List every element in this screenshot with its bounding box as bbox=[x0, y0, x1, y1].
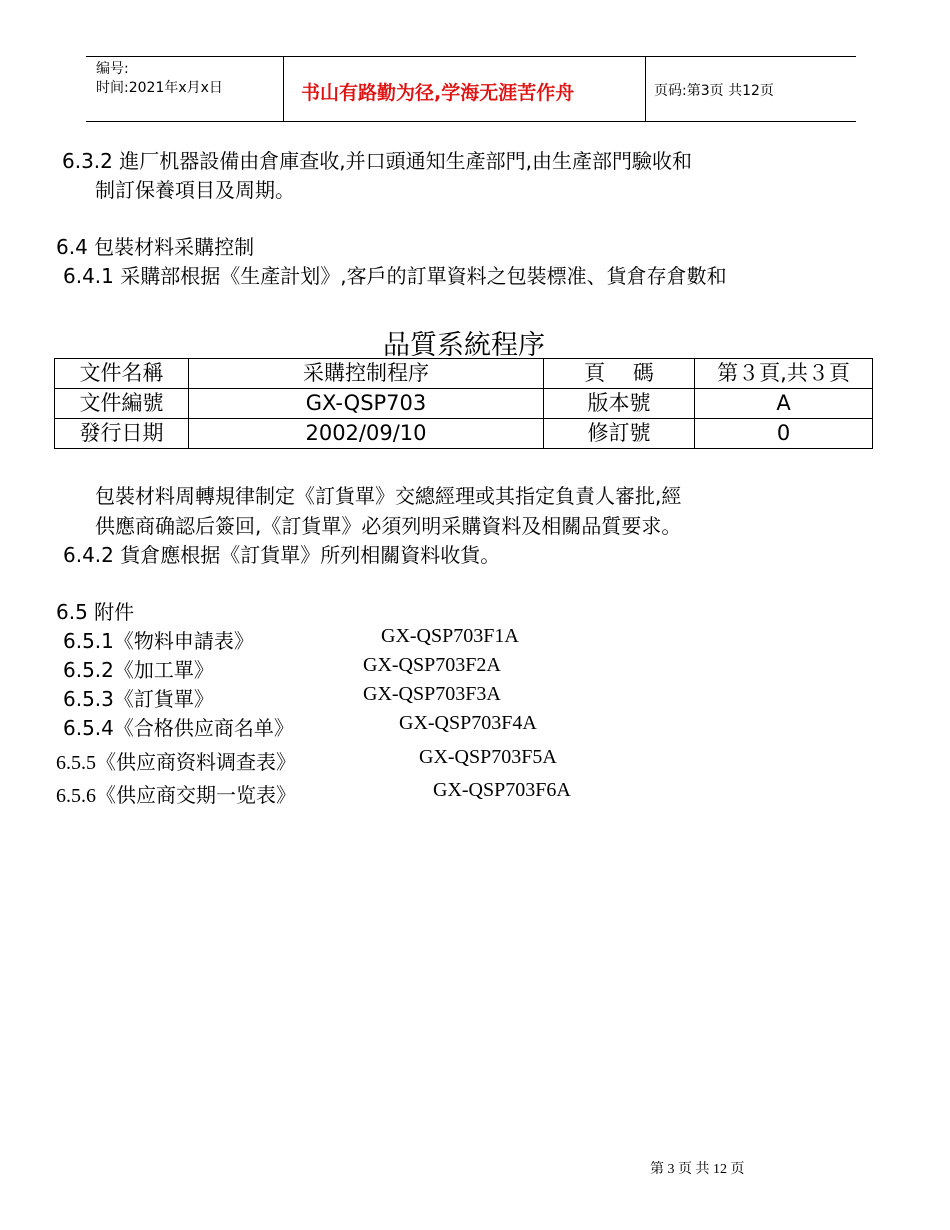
paragraph-6-3-2: 6.3.2 進厂机器設備由倉庫查收,并口頭通知生產部門,由生產部門驗收和 bbox=[62, 149, 692, 173]
header-motto: 书山有路勤为径,学海无涯苦作舟 bbox=[301, 82, 575, 104]
document-time-label: 时间:2021年x月x日 bbox=[96, 80, 223, 96]
table-cell: A bbox=[695, 389, 873, 419]
table-cell: 頁 碼 bbox=[544, 359, 695, 389]
attachment-code: GX-QSP703F1A bbox=[381, 625, 519, 647]
table-row bbox=[55, 359, 873, 389]
attachment-code: GX-QSP703F6A bbox=[433, 779, 571, 801]
attachment-name: 6.5.1《物料申請表》 bbox=[63, 629, 254, 653]
paragraph-6-3-2-continued: 制訂保養項目及周期。 bbox=[95, 178, 295, 202]
attachment-code: GX-QSP703F2A bbox=[363, 654, 501, 676]
header-bottom-rule bbox=[86, 121, 856, 122]
table-cell: 修訂號 bbox=[544, 419, 695, 449]
document-info-table bbox=[54, 358, 873, 449]
header-separator bbox=[645, 56, 646, 122]
section-heading-6-5: 6.5 附件 bbox=[56, 600, 135, 624]
table-cell: 第３頁,共３頁 bbox=[695, 359, 873, 389]
header-page-info: 页码:第3页 共12页 bbox=[654, 83, 774, 99]
table-cell: 文件編號 bbox=[55, 389, 189, 419]
section-heading-6-4: 6.4 包裝材料采購控制 bbox=[56, 235, 255, 259]
header-top-rule bbox=[86, 56, 856, 57]
attachment-name: 6.5.5《供应商资料调查表》 bbox=[56, 752, 296, 774]
document-number-label: 编号: bbox=[96, 61, 129, 77]
header-separator bbox=[283, 56, 284, 122]
paragraph-6-4-1-continued: 供應商确認后簽回,《訂貨單》必須列明采購資料及相關品質要求。 bbox=[95, 514, 682, 538]
table-cell: 采購控制程序 bbox=[189, 359, 544, 389]
attachment-code: GX-QSP703F4A bbox=[399, 712, 537, 734]
paragraph-6-4-1: 6.4.1 采購部根据《生產計划》,客戶的訂單資料之包裝標准、貨倉存倉數和 bbox=[63, 264, 727, 288]
paragraph-6-4-2: 6.4.2 貨倉應根据《訂貨單》所列相關資料收貨。 bbox=[63, 543, 501, 567]
attachment-name: 6.5.4《合格供应商名单》 bbox=[63, 716, 294, 740]
page-footer: 第 3 页 共 12 页 bbox=[650, 1162, 745, 1177]
table-cell: 0 bbox=[695, 419, 873, 449]
table-row bbox=[55, 419, 873, 449]
table-cell: 發行日期 bbox=[55, 419, 189, 449]
attachment-code: GX-QSP703F3A bbox=[363, 683, 501, 705]
table-cell: 文件名稱 bbox=[55, 359, 189, 389]
table-cell: 2002/09/10 bbox=[189, 419, 544, 449]
table-cell: GX-QSP703 bbox=[189, 389, 544, 419]
table-row bbox=[55, 389, 873, 419]
attachment-name: 6.5.3《訂貨單》 bbox=[63, 687, 214, 711]
attachment-name: 6.5.6《供应商交期一览表》 bbox=[56, 785, 296, 807]
table-cell: 版本號 bbox=[544, 389, 695, 419]
attachment-name: 6.5.2《加工單》 bbox=[63, 658, 214, 682]
attachment-code: GX-QSP703F5A bbox=[419, 746, 557, 768]
doc-table-title: 品質系統程序 bbox=[383, 330, 545, 361]
paragraph-6-4-1-continued: 包裝材料周轉規律制定《訂貨單》交總經理或其指定負責人審批,經 bbox=[95, 484, 682, 508]
